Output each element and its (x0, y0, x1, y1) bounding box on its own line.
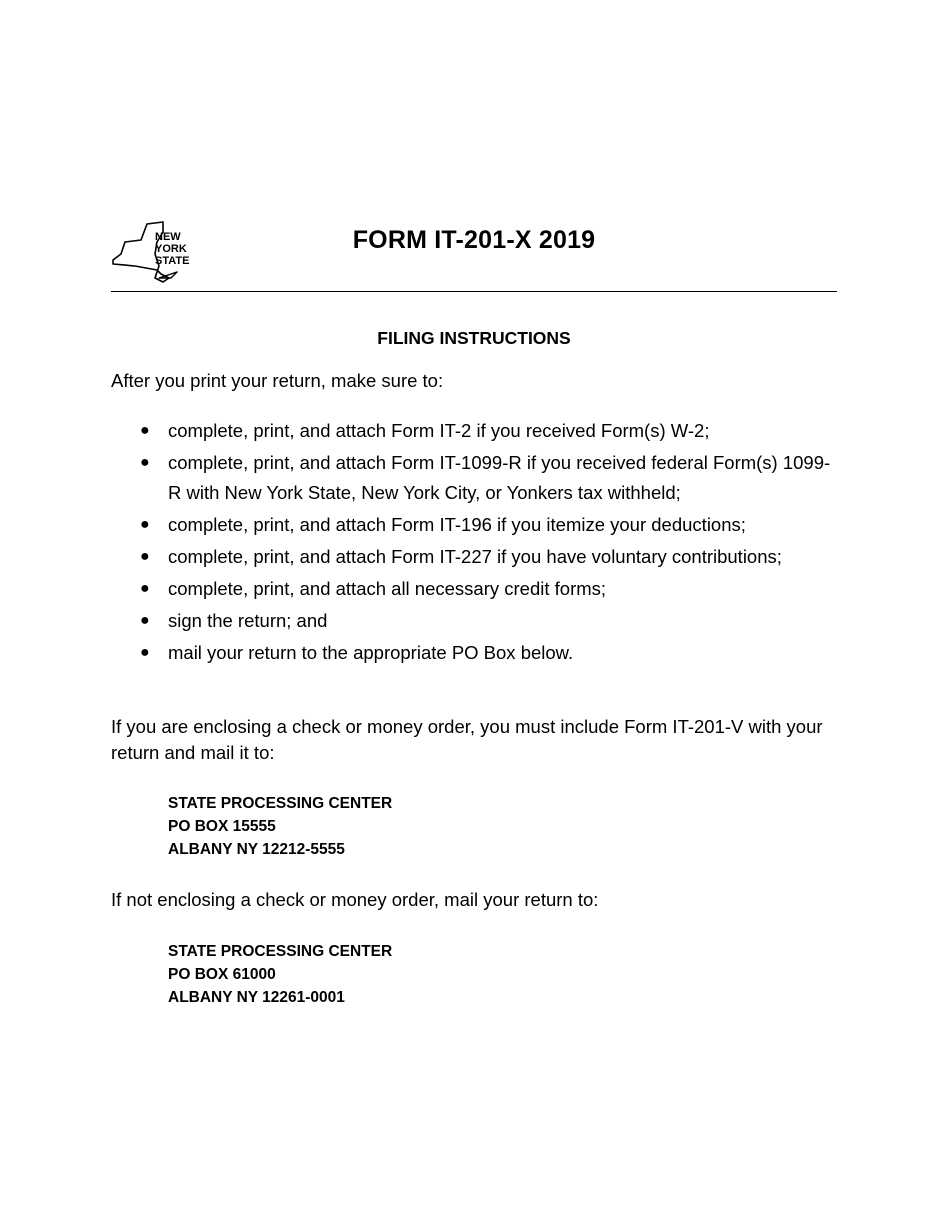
address-line: PO BOX 61000 (168, 966, 276, 983)
intro-text: After you print your return, make sure to: (111, 370, 444, 391)
address-line: PO BOX 15555 (168, 818, 276, 835)
no-check-mailing-address (168, 940, 392, 1009)
svg-text:NEW: NEW (155, 231, 181, 243)
no-check-paragraph: If not enclosing a check or money order, mail your return to: (111, 889, 599, 910)
address-line: STATE PROCESSING CENTER (168, 943, 393, 960)
header-divider (111, 291, 837, 292)
filing-checklist (140, 416, 840, 670)
address-line: ALBANY NY 12212-5555 (168, 841, 345, 858)
bullet-icon: ● (140, 580, 150, 597)
bullet-icon: ● (140, 612, 150, 629)
check-enclosed-paragraph: If you are enclosing a check or money order, you must include Form IT-201-V with your return and mail it to: (111, 716, 823, 763)
check-mailing-address (168, 792, 392, 861)
svg-text:STATE: STATE (155, 255, 190, 267)
bullet-icon: ● (140, 644, 150, 661)
bullet-icon: ● (140, 548, 150, 565)
bullet-icon: ● (140, 454, 150, 471)
checklist-item: ● mail your return to the appropriate PO Box below. (140, 638, 840, 668)
checklist-item: ● complete, print, and attach Form IT-1099-R if you received federal Form(s) 1099-R with New York State, New York City, or Yonkers tax withheld; (140, 448, 840, 508)
svg-text:YORK: YORK (155, 243, 187, 255)
bullet-icon: ● (140, 516, 150, 533)
checklist-item: ● complete, print, and attach all necessary credit forms; (140, 574, 840, 604)
checklist-item: ● complete, print, and attach Form IT-2 if you received Form(s) W-2; (140, 416, 840, 446)
section-title: FILING INSTRUCTIONS (377, 328, 571, 348)
address-line: STATE PROCESSING CENTER (168, 795, 393, 812)
checklist-item: ● complete, print, and attach Form IT-196 if you itemize your deductions; (140, 510, 840, 540)
form-header (111, 218, 837, 292)
bullet-icon: ● (140, 422, 150, 439)
address-line: ALBANY NY 12261-0001 (168, 989, 345, 1006)
checklist-item: ● complete, print, and attach Form IT-227 if you have voluntary contributions; (140, 542, 840, 572)
form-title: FORM IT-201-X 2019 (352, 226, 596, 254)
checklist-item: ● sign the return; and (140, 606, 840, 636)
